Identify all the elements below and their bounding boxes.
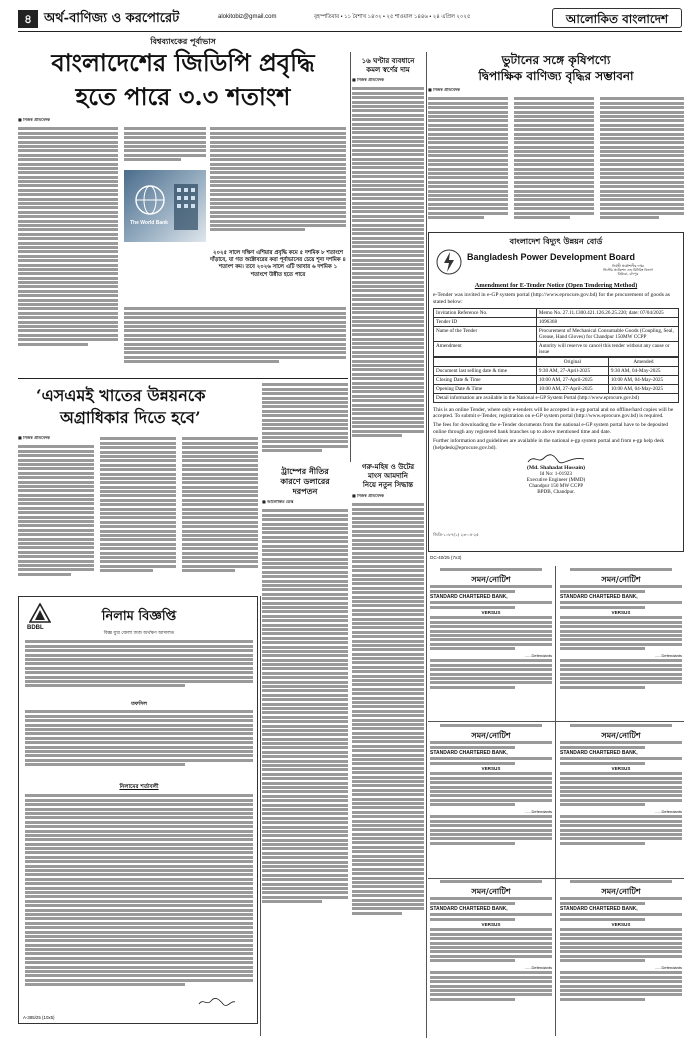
gdp-headline-1: বাংলাদেশের জিডিপি প্রবৃদ্ধি — [51, 48, 315, 77]
gdp-col-1 — [18, 126, 118, 372]
summons-defendant-label: ......Defendants — [654, 653, 682, 658]
summons-defendants — [430, 615, 552, 653]
cattle-headline-3: নিয়ে নতুন সিদ্ধান্ত — [362, 480, 414, 489]
sme-col-2 — [100, 436, 176, 586]
bhutan-col-2 — [514, 96, 594, 230]
cattle-body — [352, 502, 424, 942]
trump-headline-3: দরপতন — [292, 486, 318, 496]
gdp-col-2 — [124, 126, 206, 166]
summons-case-line — [430, 740, 552, 750]
table-cell: 10:00 AM, 27-April-2025 — [536, 375, 608, 384]
bhutan-col-1 — [428, 96, 508, 230]
trump-top-body — [262, 382, 348, 462]
bdbl-short: BDBL — [27, 625, 44, 631]
table-row — [434, 393, 679, 402]
summons-case-line — [430, 584, 552, 594]
table-header-amended: Amended — [608, 357, 678, 366]
globe-icon — [124, 170, 206, 242]
summons-notice — [560, 568, 682, 718]
summons-notice — [430, 880, 552, 1030]
summons-title: সমন/নোটিশ — [471, 886, 511, 896]
bpdb-para-3: Further information and guidelines are available in the national e-gp system portal and from e-gp help desk (helpdesk@eprocure.gov.bd). — [433, 438, 665, 451]
gold-byline: ■ নিজস্ব প্রতিবেদক — [352, 78, 384, 82]
table-row — [434, 357, 679, 366]
summons-versus: VERSUS — [481, 610, 501, 615]
table-cell: Name of the Tender — [434, 327, 537, 342]
summons-case-line — [560, 896, 682, 906]
table-cell: Amendment — [434, 342, 537, 357]
bpdb-sign-title: Executive Engineer (MMD) — [526, 477, 586, 484]
table-cell: Document last selling date & time — [434, 366, 537, 375]
summons-body — [560, 970, 682, 1006]
section-email: alokitobiz@gmail.com — [218, 14, 277, 20]
cattle-story — [352, 462, 424, 942]
table-cell: 10:00 AM, 27-April-2025 — [536, 384, 608, 393]
table-header-original: Original — [536, 357, 608, 366]
summons-plaintiff: STANDARD CHARTERED BANK, — [560, 906, 638, 912]
table-cell: Invitation Reference No. — [434, 309, 537, 318]
divider — [426, 52, 427, 1038]
auction-subtitle: বিজ্ঞ যুগ্ম জেলা জজ অর্থঋণ আদালত — [103, 631, 175, 636]
gold-body — [352, 86, 424, 456]
bpdb-office — [583, 264, 673, 276]
cattle-headline-2: মাংস আমদানি — [368, 471, 408, 480]
summons-title: সমন/নোটিশ — [601, 730, 641, 740]
signature-icon — [526, 453, 586, 465]
summons-defendant-label: ......Defendants — [524, 809, 552, 814]
world-bank-photo — [124, 170, 206, 242]
table-cell: 1096368 — [536, 318, 678, 327]
bpdb-dept: বাংলাদেশ বিদ্যুৎ উন্নয়ন বোর্ড — [509, 236, 603, 246]
bdbl-logo-icon — [29, 603, 51, 623]
table-row — [434, 384, 679, 393]
summons-body — [430, 970, 552, 1006]
summons-title: সমন/নোটিশ — [471, 574, 511, 584]
bpdb-tender-table — [433, 308, 679, 357]
bpdb-para-1: This is an online Tender, where only e-tenders will be accepted in e-gp portal and no offline/hard copies will be accepted. To submit e-Tender, registration on e-GP system portal (http://www.eprocure.gov.bd) is required. — [433, 406, 674, 419]
bpdb-tender-notice — [428, 232, 684, 552]
bpdb-sign-id: Id No: 1-01923 — [540, 471, 572, 478]
divider — [260, 596, 261, 1036]
table-cell: Memo No. 27.11.1300.421.126.26.25.220; date: 07/04/2025 — [536, 309, 678, 318]
trump-headline-1: ট্রাম্পের নীতির — [281, 466, 329, 476]
table-row — [434, 327, 679, 342]
trump-byline: ■ আলোকিত ডেস্ক — [262, 500, 294, 504]
table-cell: Detail information are available in the National e-GP System Portal (http://www.eprocure.gov.bd) — [434, 393, 679, 402]
gdp-highlight: ২০২৫ সালে দক্ষিণ এশিয়ার প্রবৃদ্ধি কমে ৫ দশমিক ৮ শতাংশে দাঁড়াবে, যা গত অক্টোবরের করা পূর্বাভাসের চেয়ে শূন্য দশমিক ৪ শতাংশ কম। তবে ২০২৬ সালে এটি আবার ৬ দশমিক ১ শতাংশে উন্নীত হতে পারে — [210, 250, 346, 278]
divider — [18, 378, 348, 379]
signature-icon — [197, 997, 237, 1007]
bhutan-byline: ■ নিজস্ব প্রতিবেদক — [428, 88, 460, 92]
bpdb-name: Bangladesh Power Development Board — [467, 252, 636, 262]
auction-intro — [25, 639, 253, 699]
summons-defendant-label: ......Defendants — [524, 653, 552, 658]
table-cell — [434, 357, 537, 366]
auction-title: নিলাম বিজ্ঞপ্তি — [101, 609, 177, 624]
summons-defendants — [430, 771, 552, 809]
summons-case-line — [560, 740, 682, 750]
summons-defendants — [430, 927, 552, 965]
gdp-headline-2: হতে পারে ৩.৩ শতাংশ — [75, 82, 291, 111]
sme-col-1 — [18, 444, 94, 586]
table-cell: Closing Date & Time — [434, 375, 537, 384]
trump-headline-2: কারণে ডলারের — [280, 476, 330, 486]
summons-defendants — [560, 615, 682, 653]
masthead: আলোকিত বাংলাদেশ — [552, 8, 682, 28]
summons-notice — [560, 724, 682, 874]
bpdb-dc-code: DC-40/25 (7x3) — [430, 555, 462, 560]
bpdb-sign-plant: Chandpur 150 MW CCPP — [528, 483, 584, 490]
summons-versus: VERSUS — [481, 766, 501, 771]
bhutan-headline-2: দ্বিপাক্ষিক বাণিজ্য বৃদ্ধির সম্ভাবনা — [478, 69, 634, 83]
summons-plaintiff: STANDARD CHARTERED BANK, — [430, 906, 508, 912]
auction-conditions — [25, 793, 253, 993]
table-row — [434, 342, 679, 357]
sme-story — [18, 378, 258, 588]
divider — [428, 878, 684, 879]
bpdb-logo-icon — [435, 248, 463, 276]
summons-plaintiff-address — [430, 912, 552, 922]
page-header — [18, 8, 682, 36]
gdp-story — [18, 34, 348, 374]
auction-conditions-title: নিলামের শর্তাবলী — [119, 784, 159, 790]
bpdb-title: Amendment for E-Tender Notice (Open Tendering Method) — [474, 282, 638, 289]
summons-body — [430, 658, 552, 694]
summons-notice — [430, 724, 552, 874]
bpdb-intro: e-Tender was invited in e-GP system portal (http://www.eprocure.gov.bd) for the procurement of goods as stated below: — [433, 292, 670, 305]
gold-headline-1: ১৬ ঘণ্টার ব্যবধানে — [361, 56, 415, 65]
bhutan-story — [428, 52, 684, 232]
summons-notice — [560, 880, 682, 1030]
summons-notice — [430, 568, 552, 718]
bpdb-office-line-2: সিস্টেম প্রটেকশন এন্ড মিটারিং বিভাগ — [603, 268, 653, 272]
summons-title: সমন/নোটিশ — [601, 574, 641, 584]
world-bank-photo-label: The World Bank — [130, 220, 168, 226]
page-number: ৪ — [18, 10, 38, 28]
table-cell: Autority will reserve to cancel this tender without any cause or issue — [536, 342, 678, 357]
divider — [350, 52, 351, 462]
bhutan-col-3 — [600, 96, 684, 230]
auction-property — [25, 709, 253, 779]
bpdb-office-line-3: বিউবো, চাঁদপুর — [617, 272, 639, 276]
summons-body — [560, 814, 682, 850]
summons-plaintiff-address — [560, 912, 682, 922]
sme-headline-2: অগ্রাধিকার দিতে হবে’ — [60, 408, 201, 427]
summons-versus: VERSUS — [611, 922, 631, 927]
sme-byline: ■ নিজস্ব প্রতিবেদক — [18, 436, 50, 440]
gdp-col-4 — [124, 306, 346, 372]
summons-body — [560, 658, 682, 694]
summons-versus: VERSUS — [611, 610, 631, 615]
table-cell: Opening Date & Time — [434, 384, 537, 393]
summons-plaintiff: STANDARD CHARTERED BANK, — [430, 750, 508, 756]
summons-plaintiff: STANDARD CHARTERED BANK, — [560, 594, 638, 600]
summons-plaintiff: STANDARD CHARTERED BANK, — [560, 750, 638, 756]
summons-case-line — [560, 584, 682, 594]
summons-plaintiff-address — [560, 600, 682, 610]
table-row — [434, 318, 679, 327]
summons-title: সমন/নোটিশ — [471, 730, 511, 740]
cattle-byline: ■ নিজস্ব প্রতিবেদক — [352, 494, 384, 498]
summons-body — [430, 814, 552, 850]
table-cell: 9:30 AM, 04-May-2025 — [608, 366, 678, 375]
trump-story — [262, 382, 348, 942]
summons-plaintiff-address — [430, 600, 552, 610]
auction-ad-code: A-385/25 (10x5) — [23, 1015, 55, 1020]
bpdb-sign-org: BPDB, Chandpur. — [537, 489, 575, 496]
gold-story — [352, 56, 424, 456]
gdp-col-3 — [210, 126, 346, 246]
gdp-byline: ■ নিজস্ব প্রতিবেদক — [18, 118, 50, 122]
divider — [428, 721, 684, 722]
sme-headline-1: ‘এসএমই খাতের উন্নয়নকে — [36, 386, 206, 405]
summons-defendants — [560, 771, 682, 809]
dateline: বৃহস্পতিবার • ১১ বৈশাখ ১৪৩২ • ২৫ শাওয়াল ১৪৪৬ • ২৪ এপ্রিল ২০২৫ — [314, 14, 471, 20]
summons-defendant-label: ......Defendants — [524, 965, 552, 970]
summons-defendant-label: ......Defendants — [654, 965, 682, 970]
summons-versus: VERSUS — [481, 922, 501, 927]
trump-body — [262, 508, 348, 938]
summons-defendants — [560, 927, 682, 965]
summons-case-line — [430, 896, 552, 906]
bpdb-ad-code: জিডি-১০৮৭(১) ২৩-০৪-২৫ — [433, 532, 479, 537]
bdbl-auction-notice — [18, 596, 258, 1024]
table-cell: 9:30 AM, 27-April-2025 — [536, 366, 608, 375]
table-cell: 10:00 AM, 04-May-2025 — [608, 384, 678, 393]
auction-property-title: তফসিল — [131, 701, 147, 707]
summons-plaintiff: STANDARD CHARTERED BANK, — [430, 594, 508, 600]
summons-versus: VERSUS — [611, 766, 631, 771]
bpdb-sign-name: (Md. Shahadat Hossain) — [527, 465, 585, 472]
summons-title: সমন/নোটিশ — [601, 886, 641, 896]
section-title: অর্থ-বাণিজ্য ও করপোরেট — [44, 11, 180, 26]
table-row — [434, 366, 679, 375]
divider — [555, 566, 556, 1036]
bhutan-headline-1: ভুটানের সঙ্গে কৃষিপণ্যে — [501, 53, 611, 67]
table-cell: 10:00 AM, 04-May-2025 — [608, 375, 678, 384]
table-cell: Procurement of Mechanical Consumable Goods (Coupling, Seal, Grease, Hand Gloves) for Chandpur 150MW CCPP — [536, 327, 678, 342]
summons-plaintiff-address — [430, 756, 552, 766]
table-row — [434, 309, 679, 318]
table-row — [434, 375, 679, 384]
header-rule — [18, 31, 682, 32]
bpdb-dates-table — [433, 357, 679, 403]
cattle-headline-1: গরু-মহিষ ও উটের — [361, 462, 415, 471]
bpdb-office-line-1: নির্বাহী প্রকৌশলীর দপ্তর — [612, 264, 644, 268]
bpdb-para-2: The fees for downloading the e-Tender documents from the national e-GP system portal have to be deposited online through any registered bank branches up to above mentioned time and date. — [433, 422, 669, 435]
gold-headline-2: কমল স্বর্ণের দাম — [366, 65, 410, 74]
summons-defendant-label: ......Defendants — [654, 809, 682, 814]
gdp-kicker: বিশ্বব্যাংকের পূর্বাভাস — [150, 36, 216, 46]
sme-col-3 — [182, 436, 258, 586]
table-cell: Tender ID — [434, 318, 537, 327]
summons-plaintiff-address — [560, 756, 682, 766]
